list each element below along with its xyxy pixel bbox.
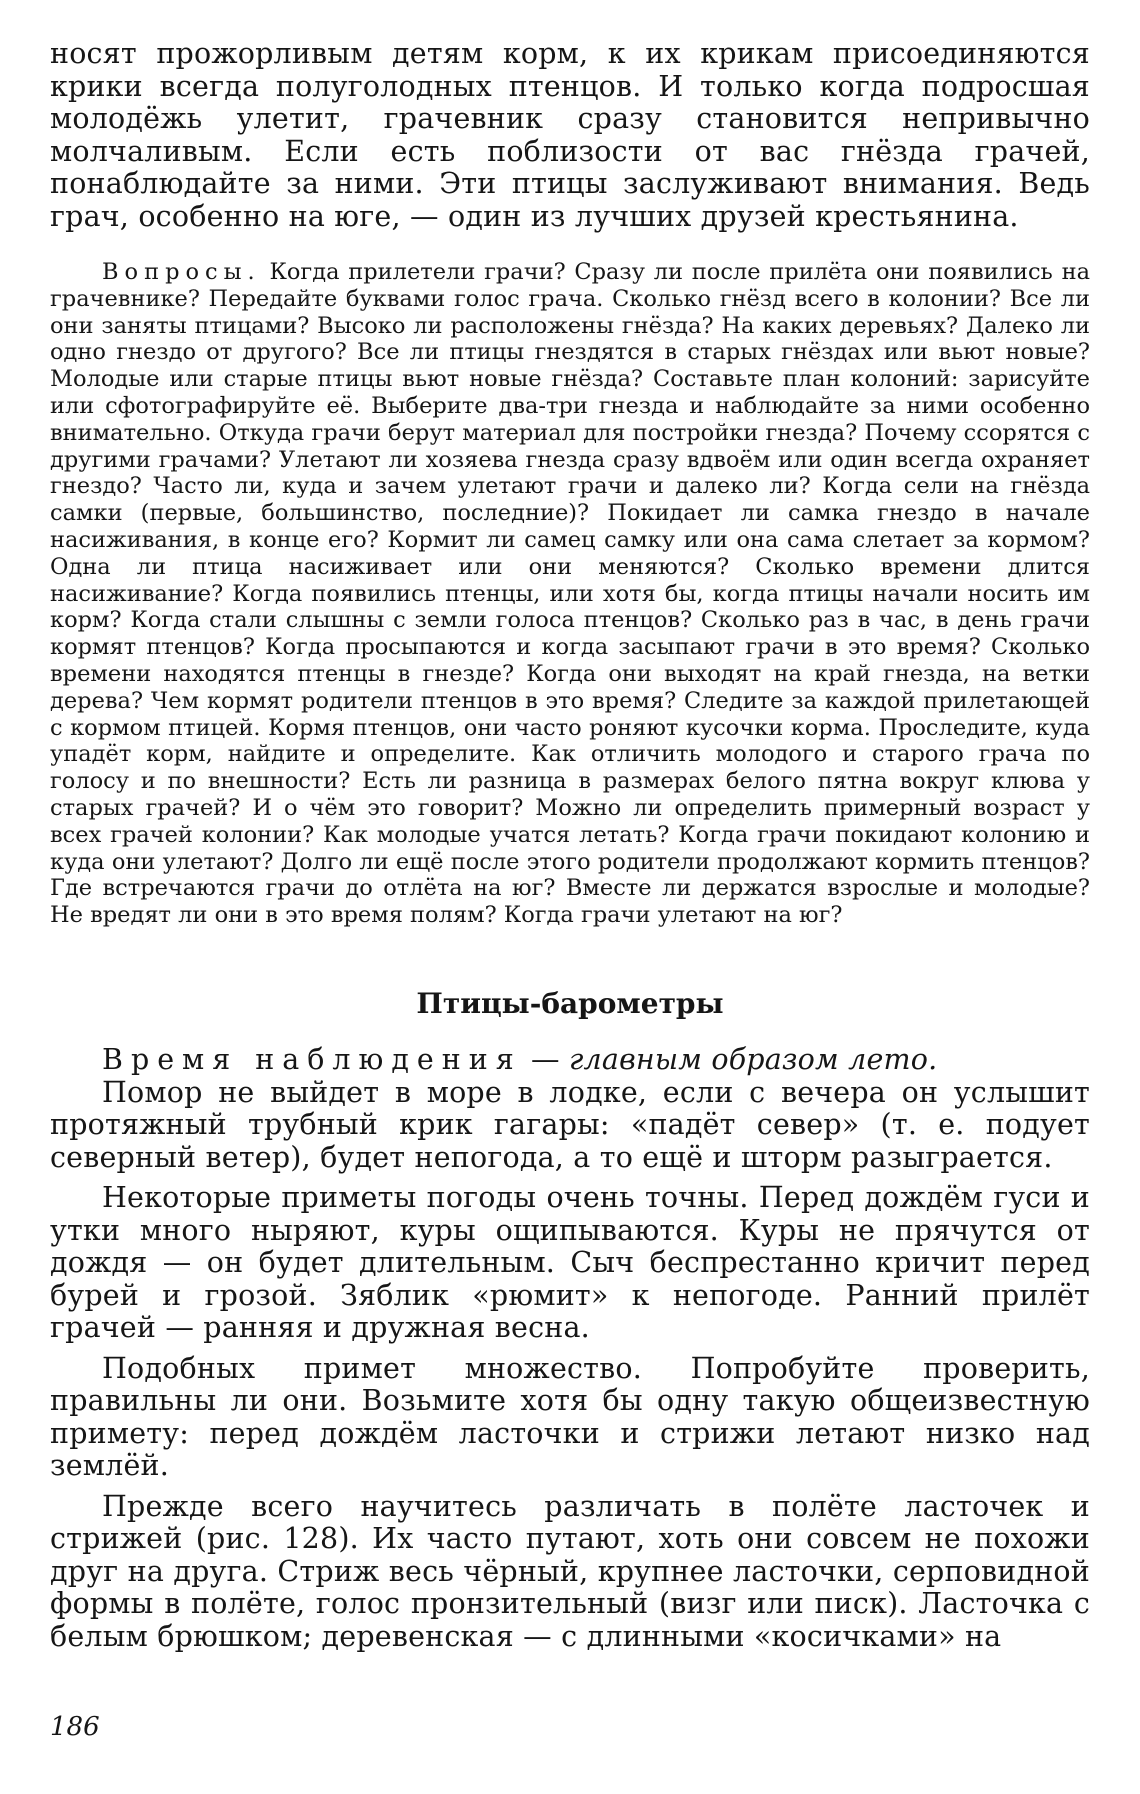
questions-text: Когда прилетели грачи? Сразу ли после прилёта они появились на грачевнике? Передайте буквами голос грача. Сколько гнёзд всего в колонии? Все ли они заняты птицами? Высоко ли расположены гнёзда? На каких деревьях? Далеко ли одно гнездо от другого? Все ли птицы гнездятся в старых гнёздах или вьют новые? Молодые или старые птицы вьют новые гнёзда? Составьте план колоний: зарисуйте или сфотографируйте её. Выберите два-три гнезда и наблюдайте за ними особенно внимательно. Откуда грачи берут материал для постройки гнезда? Почему ссорятся с другими грачами? Улетают ли хозяева гнезда сразу вдвоём или один всегда охраняет гнездо? Часто ли, куда и зачем улетают грачи и далеко ли? Когда сели на гнёзда самки (первые, большинство, последние)? Покидает ли самка гнездо в начале насиживания, в конце его? Кормит ли самец самку или она сама слетает за кормом? Одна ли птица насиживает или они меняются? Сколько времени длится насиживание? Когда появились птенцы, или хотя бы, когда птицы начали носить им корм? Когда стали слышны с земли голоса птенцов? Сколько раз в час, в день грачи кормят птенцов? Когда просыпаются и когда засыпают грачи в это время? Сколько времени находятся птенцы в гнезде? Когда они выходят на край гнезда, на ветки дерева? Чем кормят родители птенцов в это время? Следите за каждой прилетающей с кормом птицей. Кормя птенцов, они часто роняют кусочки корма. Проследите, куда упадёт корм, найдите и определите. Как отличить молодого и старого грача по голосу и по внешности? Есть ли разница в размерах белого пятна вокруг клюва у старых грачей? И о чём это говорит? Можно ли определить примерный возраст у всех грачей колонии? Как молодые учатся летать? Когда грачи покидают колонию и куда они улетают? Долго ли ещё после этого родители продолжают кормить птенцов? Где встречаются грачи до отлёта на юг? Вместе ли держатся взрослые и молодые? Не вредят ли они в это время полям? Когда грачи улетают на юг? — [50, 259, 1090, 929]
observation-time: Время наблюдения — главным образом лето. — [102, 1043, 938, 1077]
observation-value: главным образом лето. — [568, 1043, 938, 1077]
paragraph-weather-signs: Некоторые приметы погоды очень точны. Перед дождём гуси и утки много ныряют, куры ощипываются. Куры не прячутся от дождя — он будет длительным. Сыч беспрестанно кричит перед бурей и грозой. Зяблик «рюмит» к непогоде. Ранний прилёт грачей — ранняя и дружная весна. — [50, 1181, 1090, 1345]
section-heading: Птицы-барометры — [416, 986, 724, 1020]
paragraph-pomor: Помор не выйдет в море в лодке, если с вечера он услышит протяжный трубный крик гагары: «падёт север» (т. е. подует северный ветер), будет непогода, а то ещё и шторм разыграется. — [50, 1075, 1090, 1174]
paragraph-check-signs: Подобных примет множество. Попробуйте проверить, правильны ли они. Возьмите хотя бы одну такую общеизвестную примету: перед дождём ласточки и стрижи летают низко над землёй. — [50, 1351, 1090, 1483]
page-number: 186 — [50, 1712, 100, 1742]
questions-block — [50, 259, 1090, 929]
questions-lead: Вопросы. — [102, 259, 261, 285]
intro-paragraph: носят прожорливым детям корм, к их крикам присоединяются крики всегда полуголодных птенцов. И только когда подросшая молодёжь улетит, грачевник сразу становится непривычно молчаливым. Если есть поблизости от вас гнёзда грачей, понаблюдайте за ними. Эти птицы заслуживают внимания. Ведь грач, особенно на юге, — один из лучших друзей крестьянина. — [50, 37, 1090, 233]
book-page — [50, 38, 1090, 1653]
observation-label: Время наблюдения — [102, 1043, 522, 1077]
paragraph-swallows-swifts: Прежде всего научитесь различать в полёте ласточек и стрижей (рис. 128). Их часто путают, хоть они совсем не похожи друг на друга. Стриж весь чёрный, крупнее ласточки, серповидной формы в полёте, голос пронзительный (визг или писк). Ласточка с белым брюшком; деревенская — с длинными «косичками» на — [50, 1489, 1090, 1653]
